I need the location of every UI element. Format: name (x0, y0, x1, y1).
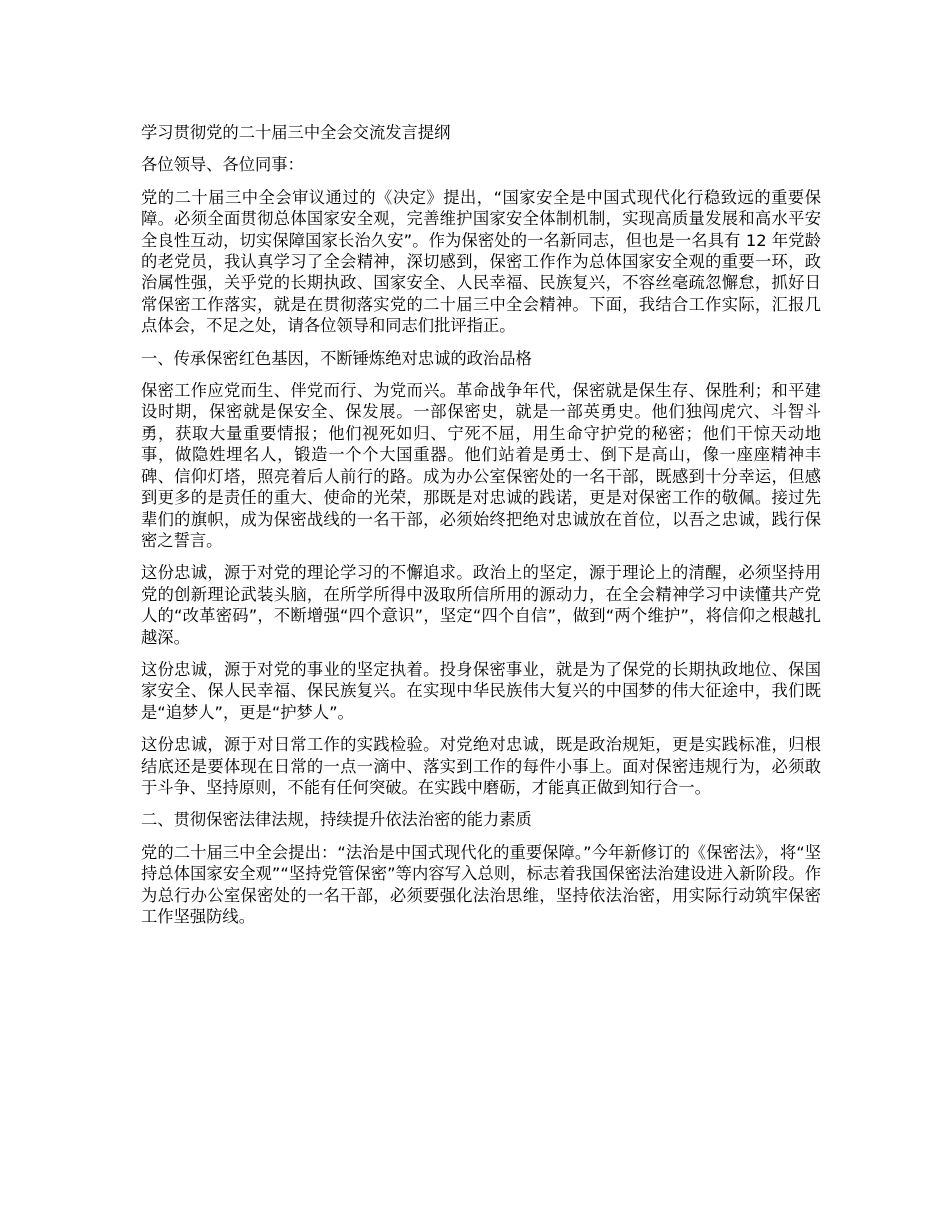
body-paragraph: 这份忠诚，源于对日常工作的实践检验。对党绝对忠诚，既是政治规矩，更是实践标准，归根结底还是要体现在日常的一点一滴中、落实到工作的每件小事上。面对保密违规行为，必须敢于斗争、坚持原则，不能有任何突破。在实践中磨砺，才能真正做到知行合一。 (141, 735, 821, 797)
body-paragraph: 这份忠诚，源于对党的事业的坚定执着。投身保密事业，就是为了保党的长期执政地位、保国家安全、保人民幸福、保民族复兴。在实现中华民族伟大复兴的中国梦的伟大征途中，我们既是“追梦人”，更是“护梦人”。 (141, 659, 821, 722)
section-heading-1: 一、传承保密红色基因，不断锤炼绝对忠诚的政治品格 (141, 348, 532, 368)
section-heading-2: 二、贯彻保密法律法规，持续提升依法治密的能力素质 (141, 810, 532, 830)
document-title: 学习贯彻党的二十届三中全会交流发言提纲 (141, 123, 451, 142)
body-paragraph: 这份忠诚，源于对党的理论学习的不懈追求。政治上的坚定，源于理论上的清醒，必须坚持用党的创新理论武装头脑，在所学所得中汲取所信所用的源动力，在全会精神学习中读懂共产党人的“改革密码”，不断增强“四个意识”，坚定“四个自信”，做到“两个维护”，将信仰之根越扎越深。 (141, 563, 821, 647)
body-paragraph: 保密工作应党而生、伴党而行、为党而兴。革命战争年代，保密就是保生存、保胜利；和平建设时期，保密就是保安全、保发展。一部保密史，就是一部英勇史。他们独闯虎穴、斗智斗勇，获取大量重要情报；他们视死如归、宁死不屈，用生命守护党的秘密；他们干惊天动地事，做隐姓埋名人，锻造一个个大国重器。他们站着是勇士、倒下是高山，像一座座精神丰碑、信仰灯塔，照亮着后人前行的路。成为办公室保密处的一名干部，既感到十分幸运，但感到更多的是责任的重大、使命的光荣，那既是对忠诚的践诺，更是对保密工作的敬佩。接过先辈们的旗帜，成为保密战线的一名干部，必须始终把绝对忠诚放在首位，以吾之忠诚，践行保密之誓言。 (141, 381, 821, 550)
greeting: 各位领导、各位同事： (141, 155, 304, 175)
body-paragraph: 党的二十届三中全会提出：“法治是中国式现代化的重要保障。”今年新修订的《保密法》，将“坚持总体国家安全观”“坚持党管保密”等内容写入总则，标志着我国保密法治建设进入新阶段。作为总行办公室保密处的一名干部，必须要强化法治思维，坚持依法治密，用实际行动筑牢保密工作坚强防线。 (141, 842, 821, 926)
document-page (141, 122, 821, 927)
intro-paragraph: 党的二十届三中全会审议通过的《决定》提出，“国家安全是中国式现代化行稳致远的重要保障。必须全面贯彻总体国家安全观，完善维护国家安全体制机制，实现高质量发展和高水平安全良性互动，切实保障国家长治久安”。作为保密处的一名新同志，但也是一名具有 12 年党龄的老党员，我认真学习了全会精神，深切感到，保密工作作为总体国家安全观的重要一环，政治属性强，关乎党的长期执政、国家安全、人民幸福、民族复兴，不容丝毫疏忽懈怠，抓好日常保密工作落实，就是在贯彻落实党的二十届三中全会精神。下面，我结合工作实际，汇报几点体会，不足之处，请各位领导和同志们批评指正。 (141, 187, 821, 336)
